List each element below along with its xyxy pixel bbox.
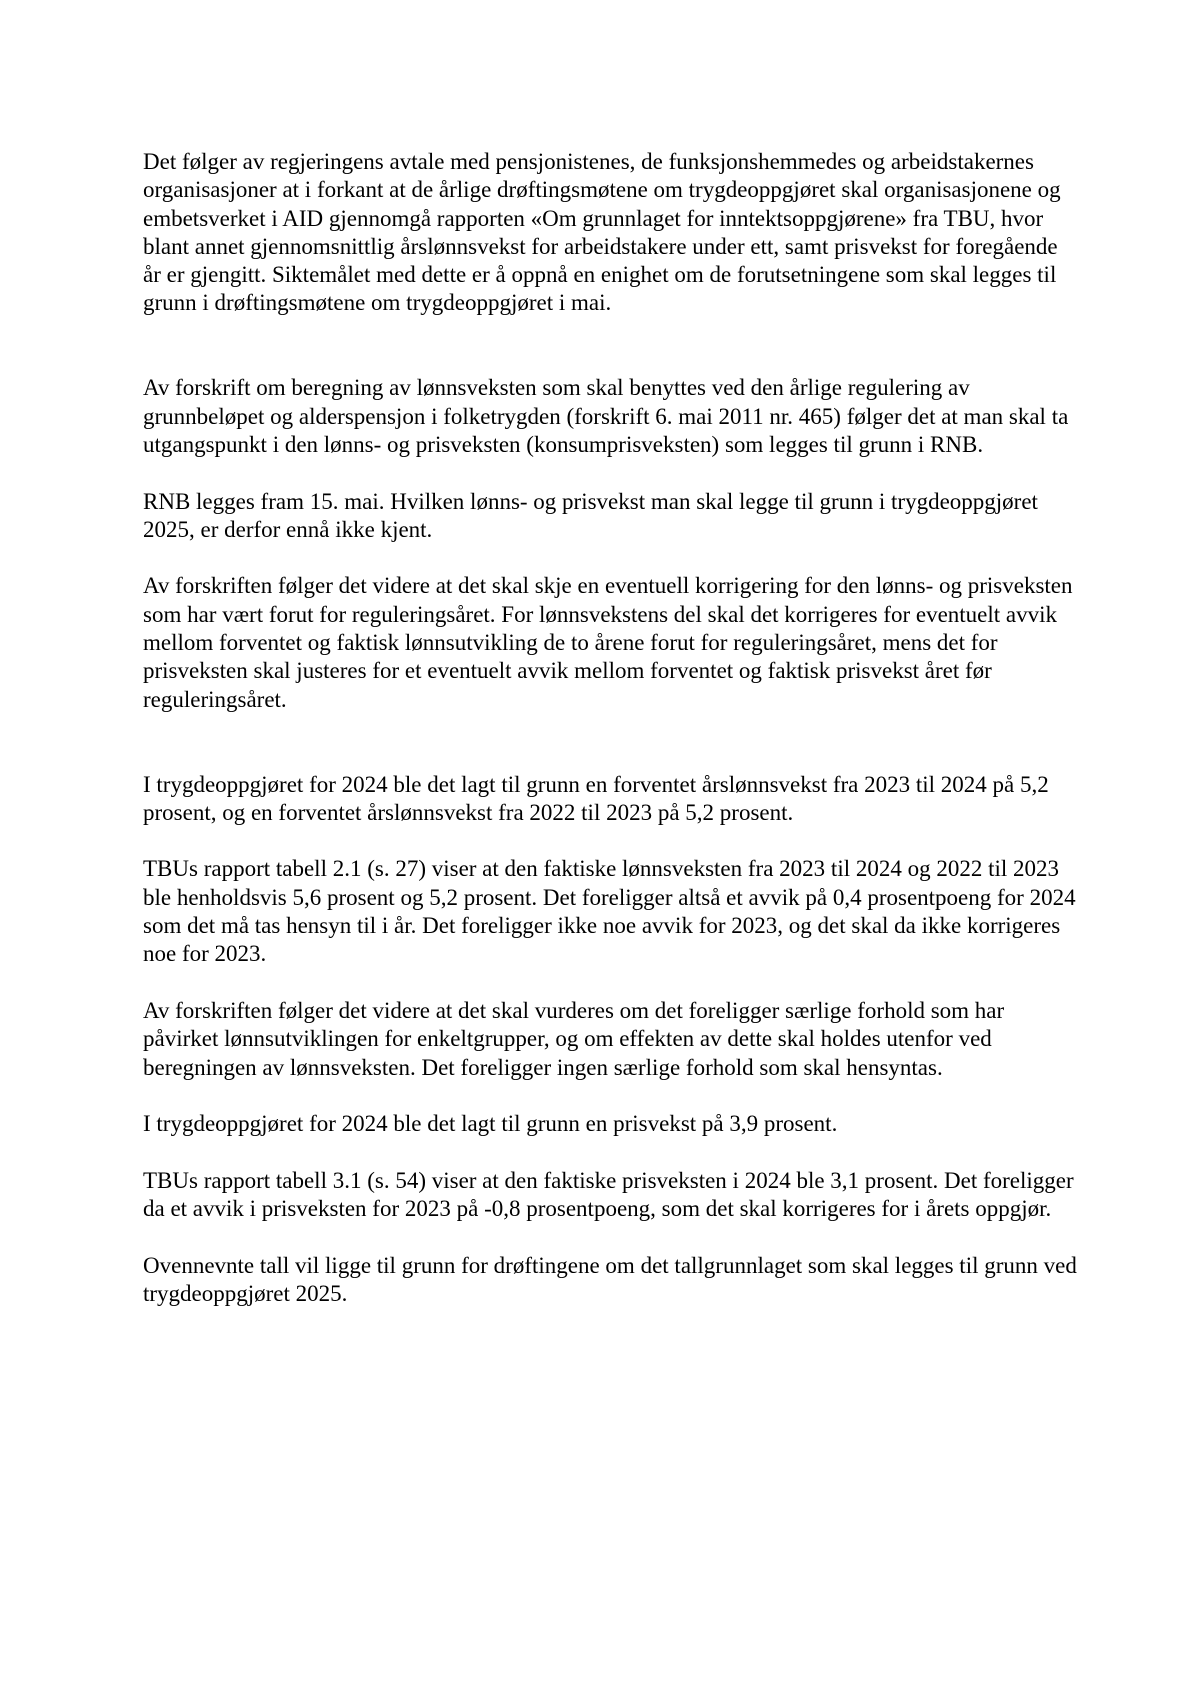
body-paragraph-9: TBUs rapport tabell 3.1 (s. 54) viser at den faktiske prisveksten i 2024 ble 3,1 prosent. Det foreligger da et avvik i prisveksten for 2023 på -0,8 prosentpoeng, som det skal korrigeres for i årets oppgjør. (143, 1167, 1074, 1221)
body-paragraph-7: Av forskriften følger det videre at det skal vurderes om det foreligger særlige forhold som har påvirket lønnsutviklingen for enkeltgrupper, og om effekten av dette skal holdes utenfor ved beregningen av lønnsveksten. Det foreligger ingen særlige forhold som skal hensyntas. (143, 997, 1005, 1080)
body-paragraph-3: RNB legges fram 15. mai. Hvilken lønns- og prisvekst man skal legge til grunn i trygdeoppgjøret 2025, er derfor ennå ikke kjent. (143, 488, 1038, 542)
body-paragraph-10: Ovennevnte tall vil ligge til grunn for drøftingene om det tallgrunnlaget som skal legges til grunn ved trygdeoppgjøret 2025. (143, 1252, 1077, 1306)
body-paragraph-1: Det følger av regjeringens avtale med pensjonistenes, de funksjonshemmedes og arbeidstakernes organisasjoner at i forkant at de årlige drøftingsmøtene om trygdeoppgjøret skal organisasjonene og embetsverket i AID gjennomgå rapporten «Om grunnlaget for inntektsoppgjørene» fra TBU, hvor blant annet gjennomsnittlig årslønnsvekst for arbeidstakere under ett, samt prisvekst for foregående år er gjengitt. Siktemålet med dette er å oppnå en enighet om de forutsetningene som skal legges til grunn i drøftingsmøtene om trygdeoppgjøret i mai. (143, 149, 1061, 316)
body-paragraph-8: I trygdeoppgjøret for 2024 ble det lagt til grunn en prisvekst på 3,9 prosent. (143, 1111, 838, 1137)
document-text-column (143, 148, 1081, 1336)
body-paragraph-2: Av forskrift om beregning av lønnsveksten som skal benyttes ved den årlige regulering av grunnbeløpet og alderspensjon i folketrygden (forskrift 6. mai 2011 nr. 465) følger det at man skal ta utgangspunkt i den lønns- og prisveksten (konsumprisveksten) som legges til grunn i RNB. (143, 375, 1069, 457)
body-paragraph-6: TBUs rapport tabell 2.1 (s. 27) viser at den faktiske lønnsveksten fra 2023 til 2024 og 2022 til 2023 ble henholdsvis 5,6 prosent og 5,2 prosent. Det foreligger altså et avvik på 0,4 prosentpoeng for 2024 som det må tas hensyn til i år. Det foreligger ikke noe avvik for 2023, og det skal da ikke korrigeres noe for 2023. (143, 856, 1076, 967)
body-paragraph-4: Av forskriften følger det videre at det skal skje en eventuell korrigering for den lønns- og prisveksten som har vært forut for reguleringsåret. For lønnsvekstens del skal det korrigeres for eventuelt avvik mellom forventet og faktisk lønnsutvikling de to årene forut for reguleringsåret, mens det for prisveksten skal justeres for et eventuelt avvik mellom forventet og faktisk prisvekst året før reguleringsåret. (143, 573, 1073, 712)
body-paragraph-5: I trygdeoppgjøret for 2024 ble det lagt til grunn en forventet årslønnsvekst fra 2023 til 2024 på 5,2 prosent, og en forventet årslønnsvekst fra 2022 til 2023 på 5,2 prosent. (143, 771, 1049, 825)
